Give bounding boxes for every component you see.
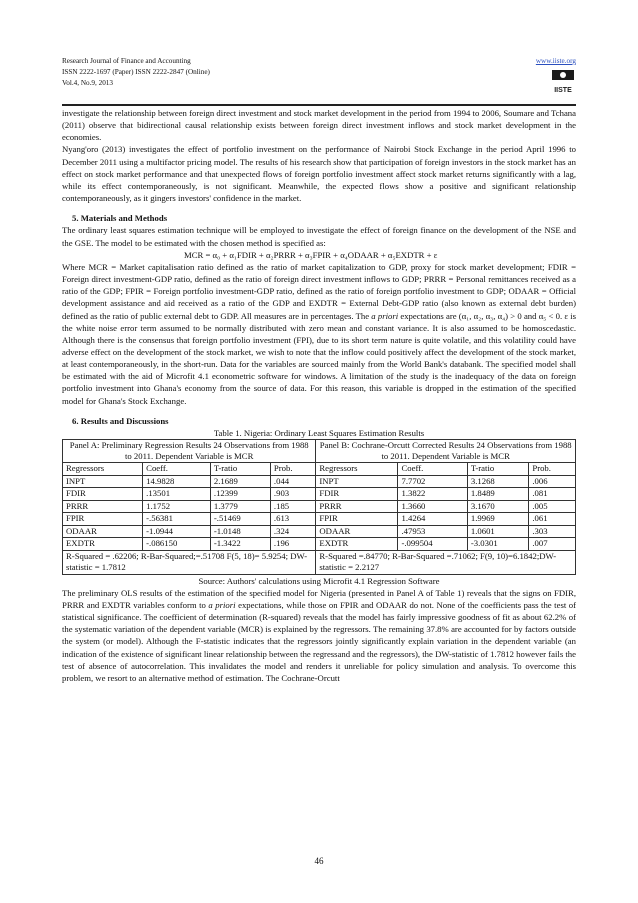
- journal-name: Research Journal of Finance and Accounting: [62, 57, 191, 65]
- text-run: expectations are (α₁, α₂, α₃, α₄) > 0 and α₅ < 0. ε is the white noise error term assumed to be normally distributed with zero mean and constant variance. It is also assumed to be homoscedastic. Although there is the consensus that foreign portfolio investment (FPI), due to its short term nature is quite volatile, and this volatility could have adverse effect on the development of the stock market, we wish to note that the inflow could positively affect the development of the stock market, at least contemporaneously, in the short-run. Data for the variables are sourced mainly from the World Bank's databank. The specified model shall be estimated with the aid of Microfit 4.1 econometric software for windows. A limitation of the study is the inadequacy of the data on foreign portfolio investment into Ghana's economy from the source of data. For this reason, this variable is dropped in the estimation of the specified model for Ghana's Stock Exchange.: [62, 310, 577, 406]
- table-cell: -.56381: [143, 513, 211, 526]
- panel-b-stats: R-Squared =.84770; R-Bar-Squared =.71062; F(9, 10)=6.1842;DW-statistic = 2.2127: [316, 550, 576, 574]
- table-caption: Table 1. Nigeria: Ordinary Least Squares Estimation Results: [213, 427, 425, 438]
- journal-url-link[interactable]: www.iiste.org: [535, 57, 576, 65]
- table-cell: INPT: [316, 475, 398, 488]
- column-header: Coeff.: [143, 463, 211, 476]
- table-cell: FPIR: [63, 513, 143, 526]
- table-cell: 1.9969: [467, 513, 528, 526]
- table-cell: 1.4264: [398, 513, 467, 526]
- table-row: [63, 513, 576, 526]
- table-cell: 1.3822: [398, 488, 467, 501]
- table-cell: EXDTR: [316, 538, 398, 551]
- panel-b-title: Panel B: Cochrane-Orcutt Corrected Results 24 Observations from 1988 to 2011. Dependent Variable is MCR: [316, 440, 576, 463]
- column-header: T-ratio: [210, 463, 270, 476]
- panel-header-row: [63, 440, 576, 463]
- column-header: T-ratio: [467, 463, 528, 476]
- table-cell: 1.3779: [210, 500, 270, 513]
- table-cell: FPIR: [316, 513, 398, 526]
- column-header: Regressors: [63, 463, 143, 476]
- table-cell: .12399: [210, 488, 270, 501]
- column-header: Regressors: [316, 463, 398, 476]
- article-body: [62, 107, 576, 684]
- table-cell: -.51469: [210, 513, 270, 526]
- table-cell: .061: [529, 513, 576, 526]
- paragraph: [62, 587, 576, 684]
- panel-a-stats: R-Squared = .62206; R-Bar-Squared;=.51708 F(5, 18)= 5.9254; DW-statistic = 1.7812: [63, 550, 316, 574]
- column-header-row: [63, 463, 576, 476]
- table-cell: .613: [270, 513, 315, 526]
- table-cell: .47953: [398, 525, 467, 538]
- text-run: expectations, while those on FPIR and ODAAR do not. None of the coefficients pass the test of statistical significance. The coefficient of determination (R-squared) reveals that the model has fairly impressive goodness of fit as about 62.2% of the systematic variation of the dependent variable (MCR) is explained by the regressors. The remaining 37.8% are accounted for by factors outside the system (or model). Although the F-statistic indicates that the regressors jointly significantly explain variation in the dependent variable (an indication of the existence of significant linear relationship between the regressand and the regressors), the DW-statistic of 1.7812 however fails the test of absence of autocorrelation. This invalidates the model and renders it unreliable for policy simulation and analysis. To overcome this problem, we resort to an alternative method of estimation. The Cochrane-Orcutt: [62, 599, 577, 683]
- table-row: [63, 488, 576, 501]
- journal-header: [62, 56, 576, 101]
- table-cell: .903: [270, 488, 315, 501]
- header-divider: [62, 104, 576, 106]
- table-cell: 1.0601: [467, 525, 528, 538]
- section-heading: 6. Results and Discussions: [72, 415, 169, 426]
- table-cell: 1.3660: [398, 500, 467, 513]
- table-cell: -1.0148: [210, 525, 270, 538]
- page-number: 46: [314, 856, 324, 866]
- table-row: [63, 525, 576, 538]
- column-header: Prob.: [270, 463, 315, 476]
- table-row: [63, 538, 576, 551]
- table-cell: -1.0944: [143, 525, 211, 538]
- paragraph: Nyang'oro (2013) investigates the effect of portfolio investment on the performance of Nairobi Stock Exchange in the period April 1996 to December 2011 using a multifactor pricing model. The results of his research show that participation of foreign investors in the stock market has an effect on stock market performance and that unexpected flows of foreign portfolio investment affect stock market returns significantly with a lag, while its effect contemporaneously, is not significant. Meanwhile, the expected flows show a positive and significant relationship contemporaneously, as it gingers investors' confidence in the market.: [62, 144, 576, 204]
- table-cell: -.086150: [143, 538, 211, 551]
- table-cell: FDIR: [63, 488, 143, 501]
- results-table: [62, 439, 576, 575]
- italic-term: a priori: [371, 310, 399, 321]
- journal-volume: Vol.4, No.9, 2013: [62, 79, 113, 87]
- table-cell: FDIR: [316, 488, 398, 501]
- table-cell: .196: [270, 538, 315, 551]
- table-row: [63, 500, 576, 513]
- stats-row: [63, 550, 576, 574]
- table-cell: 7.7702: [398, 475, 467, 488]
- table-cell: 1.8489: [467, 488, 528, 501]
- paragraph: The ordinary least squares estimation technique will be employed to investigate the effect of foreign finance on the development of the NSE and the GSE. The model to be estimated with the chosen method is specified as:: [62, 225, 576, 248]
- table-cell: 3.1670: [467, 500, 528, 513]
- table-cell: -.099504: [398, 538, 467, 551]
- table-cell: .006: [529, 475, 576, 488]
- table-cell: ODAAR: [63, 525, 143, 538]
- table-cell: PRRR: [63, 500, 143, 513]
- logo-text: IISTE: [554, 87, 572, 94]
- table-cell: ODAAR: [316, 525, 398, 538]
- text-run: Where MCR = Market capitalisation ratio defined as the ratio of market capitalization to GDP, proxy for stock market development; FDIR = Foreign direct investment-GDP ratio, defined as the ratio of foreign direct investment inflows to GDP; PRRR = Personal remittances received as a ratio of the GDP; FPIR = Foreign portfolio investment-GDP ratio, defined as the ratio of foreign portfolio investment to GDP; ODAAR = Official development assistance and aid received as a ratio of the GDP and EXDTR = External Debt-GDP ratio (also known as external debt burden) defined as the ratio of public external debt to GDP. All measures are in percentages. The: [62, 261, 576, 321]
- column-header: Prob.: [529, 463, 576, 476]
- table-cell: 3.1268: [467, 475, 528, 488]
- paragraph: investigate the relationship between foreign direct investment and stock market development in the period from 1994 to 2006, Soumare and Tchana (2011) observe that bidirectional causal relationship exists between foreign direct investment inflows and stock market development in the economies.: [62, 108, 576, 143]
- table-cell: .044: [270, 475, 315, 488]
- table-cell: .324: [270, 525, 315, 538]
- table-cell: PRRR: [316, 500, 398, 513]
- table-cell: .007: [529, 538, 576, 551]
- journal-info: [62, 56, 210, 89]
- table-row: [63, 475, 576, 488]
- table-cell: .185: [270, 500, 315, 513]
- table-cell: .005: [529, 500, 576, 513]
- table-cell: .13501: [143, 488, 211, 501]
- column-header: Coeff.: [398, 463, 467, 476]
- model-equation: MCR = α₀ + α₁FDIR + α₂PRRR + α₃FPIR + α₄ODAAR + α₅EXDTR + ε: [184, 249, 438, 260]
- table-cell: EXDTR: [63, 538, 143, 551]
- journal-issn: ISSN 2222-1697 (Paper) ISSN 2222-2847 (Online): [62, 68, 210, 76]
- table-cell: -1.3422: [210, 538, 270, 551]
- table-cell: .303: [529, 525, 576, 538]
- section-heading: 5. Materials and Methods: [72, 213, 168, 224]
- text-run: The preliminary OLS results of the estimation of the specified model for Nigeria (presented in Panel A of Table 1) reveals that the signs on FDIR, PRRR and EXDTR variables conform to: [62, 587, 576, 610]
- italic-term: a priori: [208, 599, 236, 610]
- table-cell: 2.1689: [210, 475, 270, 488]
- table-cell: -3.0301: [467, 538, 528, 551]
- table-cell: .081: [529, 488, 576, 501]
- iiste-logo-icon: [550, 68, 576, 96]
- table-cell: 1.1752: [143, 500, 211, 513]
- paragraph: [62, 261, 576, 407]
- panel-a-title: Panel A: Preliminary Regression Results 24 Observations from 1988 to 2011. Dependent Variable is MCR: [63, 440, 316, 463]
- table-cell: 14.9828: [143, 475, 211, 488]
- table-source: Source: Authors' calculations using Microfit 4.1 Regression Software: [198, 575, 440, 586]
- table-cell: INPT: [63, 475, 143, 488]
